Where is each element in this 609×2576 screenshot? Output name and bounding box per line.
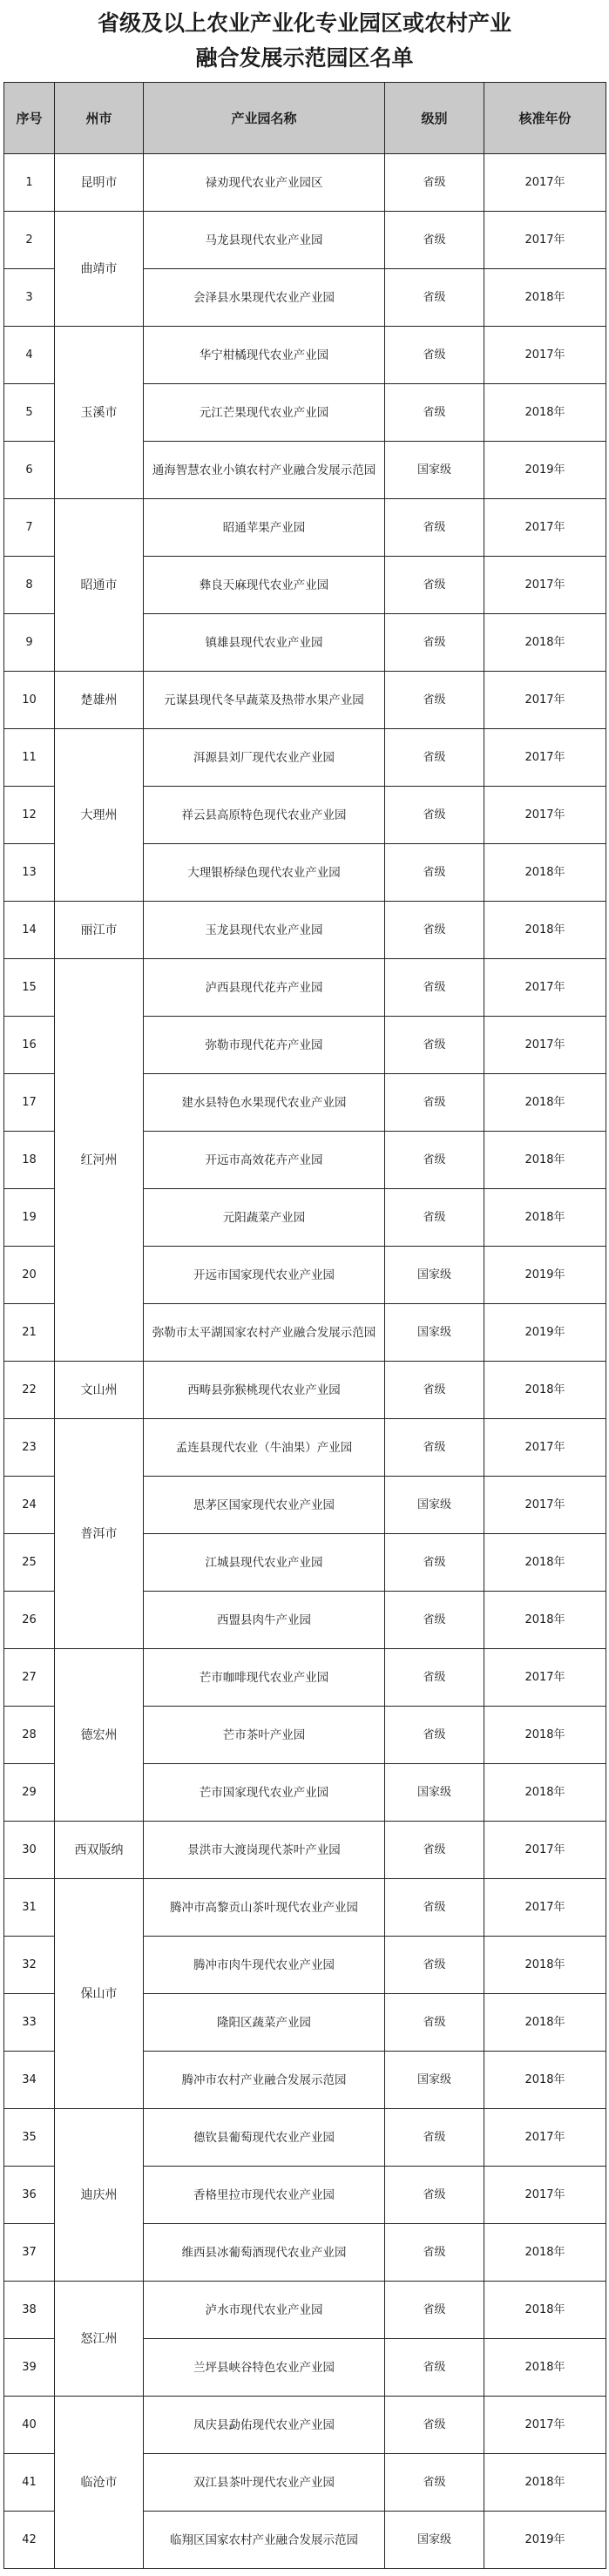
cell-level: 省级	[385, 729, 484, 787]
table-row	[4, 2397, 606, 2454]
cell-level: 国家级	[385, 1247, 484, 1304]
table-header-row	[4, 83, 606, 154]
cell-park-name: 江城县现代农业产业园	[144, 1534, 385, 1592]
cell-park-name: 腾冲市肉牛现代农业产业园	[144, 1937, 385, 1994]
cell-seq: 27	[4, 1649, 55, 1707]
cell-level: 省级	[385, 844, 484, 902]
cell-seq: 37	[4, 2224, 55, 2282]
cell-seq: 14	[4, 902, 55, 959]
table-row	[4, 902, 606, 959]
cell-city: 保山市	[55, 1879, 144, 2109]
cell-city: 大理州	[55, 729, 144, 902]
table-row	[4, 729, 606, 787]
table-row	[4, 1649, 606, 1707]
cell-year: 2018年	[484, 1362, 606, 1419]
cell-park-name: 会泽县水果现代农业产业园	[144, 269, 385, 327]
cell-city: 昭通市	[55, 499, 144, 672]
cell-seq: 42	[4, 2512, 55, 2569]
cell-park-name: 洱源县刘厂现代农业产业园	[144, 729, 385, 787]
cell-park-name: 隆阳区蔬菜产业园	[144, 1994, 385, 2052]
cell-city: 曲靖市	[55, 212, 144, 327]
cell-park-name: 芒市国家现代农业产业园	[144, 1764, 385, 1822]
cell-seq: 26	[4, 1592, 55, 1649]
cell-park-name: 维西县冰葡萄酒现代农业产业园	[144, 2224, 385, 2282]
cell-city: 迪庆州	[55, 2109, 144, 2282]
cell-seq: 1	[4, 154, 55, 212]
cell-park-name: 思茅区国家现代农业产业园	[144, 1477, 385, 1534]
cell-park-name: 泸西县现代花卉产业园	[144, 959, 385, 1017]
cell-park-name: 禄劝现代农业产业园区	[144, 154, 385, 212]
cell-year: 2017年	[484, 1017, 606, 1074]
cell-year: 2018年	[484, 269, 606, 327]
cell-year: 2018年	[484, 2282, 606, 2339]
cell-year: 2017年	[484, 787, 606, 844]
cell-year: 2018年	[484, 844, 606, 902]
cell-park-name: 开远市高效花卉产业园	[144, 1132, 385, 1189]
cell-seq: 33	[4, 1994, 55, 2052]
cell-level: 省级	[385, 2397, 484, 2454]
cell-seq: 9	[4, 614, 55, 672]
cell-level: 省级	[385, 557, 484, 614]
cell-seq: 16	[4, 1017, 55, 1074]
cell-park-name: 弥勒市现代花卉产业园	[144, 1017, 385, 1074]
cell-level: 省级	[385, 672, 484, 729]
cell-park-name: 彝良天麻现代农业产业园	[144, 557, 385, 614]
cell-year: 2018年	[484, 2224, 606, 2282]
cell-level: 国家级	[385, 2052, 484, 2109]
cell-year: 2017年	[484, 1879, 606, 1937]
cell-year: 2019年	[484, 2512, 606, 2569]
cell-park-name: 西畴县弥猴桃现代农业产业园	[144, 1362, 385, 1419]
header-level: 级别	[385, 83, 484, 154]
cell-park-name: 开远市国家现代农业产业园	[144, 1247, 385, 1304]
cell-year: 2018年	[484, 384, 606, 442]
cell-park-name: 元阳蔬菜产业园	[144, 1189, 385, 1247]
cell-level: 省级	[385, 327, 484, 384]
cell-year: 2019年	[484, 442, 606, 499]
cell-seq: 23	[4, 1419, 55, 1477]
cell-park-name: 芒市茶叶产业园	[144, 1707, 385, 1764]
cell-seq: 41	[4, 2454, 55, 2512]
cell-year: 2018年	[484, 1132, 606, 1189]
cell-city: 文山州	[55, 1362, 144, 1419]
cell-park-name: 景洪市大渡岗现代茶叶产业园	[144, 1822, 385, 1879]
cell-seq: 35	[4, 2109, 55, 2167]
cell-seq: 7	[4, 499, 55, 557]
cell-seq: 8	[4, 557, 55, 614]
cell-seq: 15	[4, 959, 55, 1017]
cell-park-name: 德钦县葡萄现代农业产业园	[144, 2109, 385, 2167]
cell-year: 2018年	[484, 2339, 606, 2397]
cell-park-name: 临翔区国家农村产业融合发展示范园	[144, 2512, 385, 2569]
cell-park-name: 镇雄县现代农业产业园	[144, 614, 385, 672]
table-row	[4, 1362, 606, 1419]
cell-level: 省级	[385, 1707, 484, 1764]
table-row	[4, 499, 606, 557]
cell-level: 省级	[385, 2167, 484, 2224]
cell-level: 省级	[385, 902, 484, 959]
header-seq: 序号	[4, 83, 55, 154]
cell-level: 国家级	[385, 442, 484, 499]
cell-level: 省级	[385, 1419, 484, 1477]
cell-seq: 38	[4, 2282, 55, 2339]
cell-level: 省级	[385, 384, 484, 442]
cell-city: 临沧市	[55, 2397, 144, 2569]
cell-level: 省级	[385, 1937, 484, 1994]
cell-year: 2018年	[484, 1764, 606, 1822]
cell-park-name: 泸水市现代农业产业园	[144, 2282, 385, 2339]
cell-park-name: 玉龙县现代农业产业园	[144, 902, 385, 959]
cell-city: 红河州	[55, 959, 144, 1362]
cell-park-name: 兰坪县峡谷特色农业产业园	[144, 2339, 385, 2397]
cell-park-name: 建水县特色水果现代农业产业园	[144, 1074, 385, 1132]
cell-seq: 30	[4, 1822, 55, 1879]
cell-park-name: 腾冲市高黎贡山茶叶现代农业产业园	[144, 1879, 385, 1937]
cell-seq: 24	[4, 1477, 55, 1534]
cell-level: 省级	[385, 1879, 484, 1937]
cell-park-name: 孟连县现代农业（牛油果）产业园	[144, 1419, 385, 1477]
cell-seq: 32	[4, 1937, 55, 1994]
cell-year: 2017年	[484, 154, 606, 212]
cell-park-name: 西盟县肉牛产业园	[144, 1592, 385, 1649]
cell-park-name: 芒市咖啡现代农业产业园	[144, 1649, 385, 1707]
cell-year: 2018年	[484, 1994, 606, 2052]
cell-seq: 10	[4, 672, 55, 729]
document-title	[0, 0, 609, 82]
cell-year: 2018年	[484, 614, 606, 672]
table-row	[4, 672, 606, 729]
cell-level: 省级	[385, 2224, 484, 2282]
cell-level: 省级	[385, 1994, 484, 2052]
cell-level: 省级	[385, 2454, 484, 2512]
cell-level: 省级	[385, 269, 484, 327]
cell-city: 西双版纳	[55, 1822, 144, 1879]
cell-seq: 29	[4, 1764, 55, 1822]
cell-seq: 3	[4, 269, 55, 327]
cell-seq: 2	[4, 212, 55, 269]
cell-park-name: 元谋县现代冬早蔬菜及热带水果产业园	[144, 672, 385, 729]
table-row	[4, 327, 606, 384]
cell-city: 玉溪市	[55, 327, 144, 499]
cell-level: 省级	[385, 614, 484, 672]
cell-seq: 40	[4, 2397, 55, 2454]
cell-level: 国家级	[385, 1764, 484, 1822]
cell-year: 2018年	[484, 1534, 606, 1592]
cell-city: 怒江州	[55, 2282, 144, 2397]
cell-level: 省级	[385, 1592, 484, 1649]
cell-seq: 28	[4, 1707, 55, 1764]
cell-seq: 22	[4, 1362, 55, 1419]
cell-park-name: 双江县茶叶现代农业产业园	[144, 2454, 385, 2512]
cell-park-name: 昭通苹果产业园	[144, 499, 385, 557]
cell-year: 2018年	[484, 1592, 606, 1649]
cell-city: 德宏州	[55, 1649, 144, 1822]
table-row	[4, 1879, 606, 1937]
cell-level: 省级	[385, 499, 484, 557]
cell-level: 省级	[385, 1534, 484, 1592]
cell-seq: 11	[4, 729, 55, 787]
cell-park-name: 通海智慧农业小镇农村产业融合发展示范园	[144, 442, 385, 499]
cell-city: 昆明市	[55, 154, 144, 212]
cell-year: 2017年	[484, 729, 606, 787]
cell-level: 省级	[385, 1132, 484, 1189]
header-city: 州市	[55, 83, 144, 154]
title-line-2: 融合发展示范园区名单	[195, 45, 414, 71]
cell-year: 2017年	[484, 212, 606, 269]
cell-year: 2017年	[484, 2109, 606, 2167]
cell-seq: 34	[4, 2052, 55, 2109]
cell-city: 普洱市	[55, 1419, 144, 1649]
cell-park-name: 大理银桥绿色现代农业产业园	[144, 844, 385, 902]
cell-park-name: 华宁柑橘现代农业产业园	[144, 327, 385, 384]
table-body	[4, 154, 606, 2569]
cell-level: 省级	[385, 1822, 484, 1879]
table-row	[4, 1419, 606, 1477]
cell-seq: 5	[4, 384, 55, 442]
cell-level: 省级	[385, 2109, 484, 2167]
cell-year: 2017年	[484, 672, 606, 729]
cell-seq: 21	[4, 1304, 55, 1362]
cell-year: 2017年	[484, 557, 606, 614]
cell-seq: 18	[4, 1132, 55, 1189]
cell-year: 2017年	[484, 327, 606, 384]
cell-level: 省级	[385, 154, 484, 212]
cell-city: 丽江市	[55, 902, 144, 959]
cell-level: 省级	[385, 2282, 484, 2339]
table-row	[4, 2109, 606, 2167]
cell-year: 2018年	[484, 2052, 606, 2109]
cell-level: 省级	[385, 1649, 484, 1707]
cell-seq: 39	[4, 2339, 55, 2397]
header-year: 核准年份	[484, 83, 606, 154]
cell-seq: 17	[4, 1074, 55, 1132]
cell-park-name: 祥云县高原特色现代农业产业园	[144, 787, 385, 844]
cell-year: 2017年	[484, 1477, 606, 1534]
table-row	[4, 1822, 606, 1879]
cell-seq: 31	[4, 1879, 55, 1937]
cell-level: 国家级	[385, 2512, 484, 2569]
cell-seq: 12	[4, 787, 55, 844]
cell-year: 2017年	[484, 1822, 606, 1879]
cell-park-name: 腾冲市农村产业融合发展示范园	[144, 2052, 385, 2109]
cell-seq: 20	[4, 1247, 55, 1304]
cell-year: 2019年	[484, 1304, 606, 1362]
cell-level: 省级	[385, 959, 484, 1017]
cell-park-name: 马龙县现代农业产业园	[144, 212, 385, 269]
cell-level: 省级	[385, 1362, 484, 1419]
cell-park-name: 凤庆县勐佑现代农业产业园	[144, 2397, 385, 2454]
title-line-1: 省级及以上农业产业化专业园区或农村产业	[97, 10, 511, 36]
table-row	[4, 154, 606, 212]
cell-year: 2017年	[484, 2167, 606, 2224]
table-row	[4, 212, 606, 269]
cell-year: 2018年	[484, 1074, 606, 1132]
cell-year: 2017年	[484, 959, 606, 1017]
cell-city: 楚雄州	[55, 672, 144, 729]
cell-year: 2017年	[484, 499, 606, 557]
cell-year: 2018年	[484, 1189, 606, 1247]
cell-park-name: 弥勒市太平湖国家农村产业融合发展示范园	[144, 1304, 385, 1362]
table-row	[4, 959, 606, 1017]
header-park-name: 产业园名称	[144, 83, 385, 154]
cell-year: 2017年	[484, 1649, 606, 1707]
cell-level: 省级	[385, 787, 484, 844]
cell-level: 省级	[385, 1074, 484, 1132]
cell-level: 省级	[385, 2339, 484, 2397]
cell-seq: 4	[4, 327, 55, 384]
cell-year: 2018年	[484, 2454, 606, 2512]
cell-park-name: 香格里拉市现代农业产业园	[144, 2167, 385, 2224]
cell-year: 2018年	[484, 902, 606, 959]
cell-year: 2018年	[484, 1937, 606, 1994]
cell-year: 2019年	[484, 1247, 606, 1304]
cell-seq: 25	[4, 1534, 55, 1592]
cell-year: 2017年	[484, 2397, 606, 2454]
cell-seq: 6	[4, 442, 55, 499]
table-row	[4, 2282, 606, 2339]
cell-seq: 36	[4, 2167, 55, 2224]
cell-year: 2017年	[484, 1419, 606, 1477]
cell-level: 省级	[385, 212, 484, 269]
cell-seq: 13	[4, 844, 55, 902]
cell-year: 2018年	[484, 1707, 606, 1764]
park-list-table	[3, 82, 606, 2569]
cell-seq: 19	[4, 1189, 55, 1247]
cell-level: 国家级	[385, 1304, 484, 1362]
cell-level: 省级	[385, 1189, 484, 1247]
cell-level: 省级	[385, 1017, 484, 1074]
cell-level: 国家级	[385, 1477, 484, 1534]
cell-park-name: 元江芒果现代农业产业园	[144, 384, 385, 442]
